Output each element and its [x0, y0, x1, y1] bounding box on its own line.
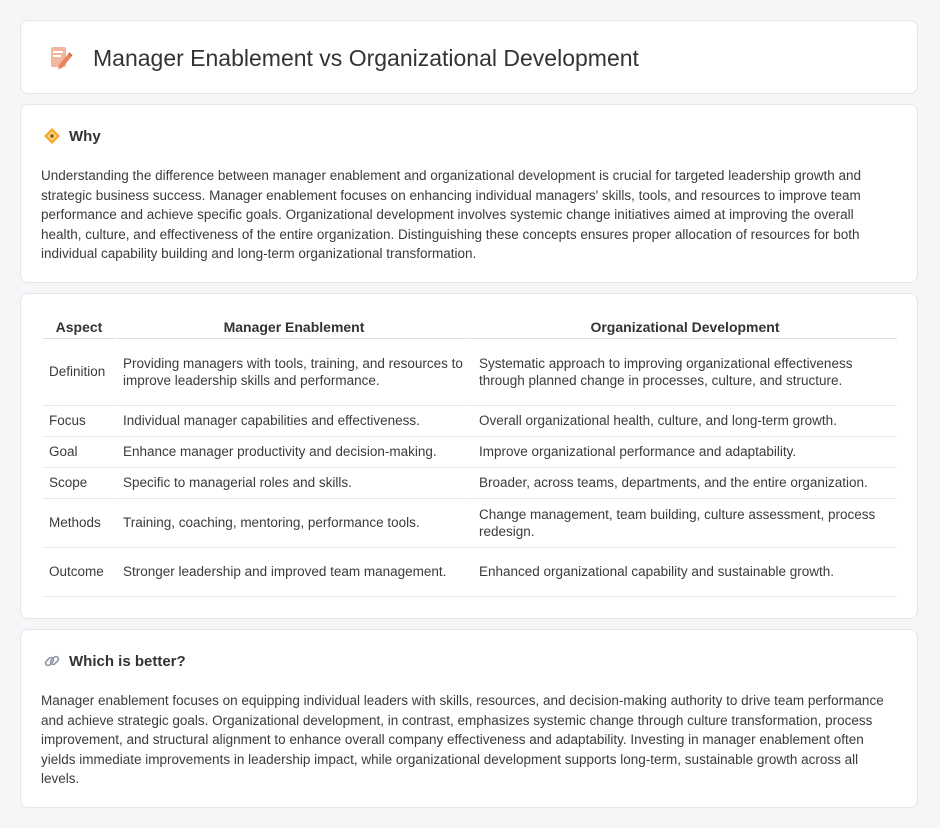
which-is-better-heading: Which is better?	[69, 652, 186, 670]
document-edit-icon	[45, 43, 75, 73]
organizational-development-cell: Overall organizational health, culture, and long-term growth.	[471, 406, 897, 437]
aspect-cell: Scope	[43, 468, 115, 499]
header-aspect: Aspect	[43, 316, 115, 339]
table-row	[43, 406, 897, 437]
organizational-development-cell: Enhanced organizational capability and sustainable growth.	[471, 548, 897, 597]
aspect-cell: Outcome	[43, 548, 115, 597]
organizational-development-cell: Change management, team building, culture assessment, process redesign.	[471, 499, 897, 548]
why-section	[20, 104, 918, 283]
comparison-table	[43, 316, 897, 597]
manager-enablement-cell: Providing managers with tools, training, and resources to improve leadership skills and performance.	[115, 339, 471, 406]
title-card	[20, 20, 918, 94]
aspect-cell: Methods	[43, 499, 115, 548]
manager-enablement-cell: Individual manager capabilities and effectiveness.	[115, 406, 471, 437]
aspect-cell: Definition	[43, 339, 115, 406]
organizational-development-cell: Systematic approach to improving organizational effectiveness through planned change in processes, culture, and structure.	[471, 339, 897, 406]
table-row	[43, 499, 897, 548]
page-title: Manager Enablement vs Organizational Development	[93, 44, 639, 71]
comparison-card	[20, 293, 918, 619]
organizational-development-cell: Broader, across teams, departments, and the entire organization.	[471, 468, 897, 499]
aspect-cell: Focus	[43, 406, 115, 437]
which-is-better-section	[20, 629, 918, 808]
manager-enablement-cell: Stronger leadership and improved team management.	[115, 548, 471, 597]
table-header-row	[43, 316, 897, 339]
table-row	[43, 437, 897, 468]
organizational-development-cell: Improve organizational performance and adaptability.	[471, 437, 897, 468]
why-heading: Why	[69, 127, 101, 145]
diamond-warning-icon	[43, 127, 61, 145]
link-icon	[43, 652, 61, 670]
header-manager-enablement: Manager Enablement	[115, 316, 471, 339]
which-is-better-text: Manager enablement focuses on equipping individual leaders with skills, resources, and decision-making authority to drive team performance and achieve strategic goals. Organizational development, in contrast, emphasizes systemic change through culture transformation, process improvement, and structural alignment to enhance overall company effectiveness and adaptability. Investing in manager enablement often yields immediate improvements in leadership impact, while organizational development supports long-term, sustainable growth across all levels.	[41, 693, 884, 787]
manager-enablement-cell: Enhance manager productivity and decision-making.	[115, 437, 471, 468]
table-row	[43, 548, 897, 597]
why-text: Understanding the difference between manager enablement and organizational development is crucial for targeted leadership growth and strategic business success. Manager enablement focuses on enhancing individual managers' skills, tools, and resources to improve team performance and achieve specific goals. Organizational development involves systemic change initiatives aimed at improving the overall health, culture, and effectiveness of the entire organization. Distinguishing these concepts ensures proper allocation of resources for both individual capability building and long-term organizational transformation.	[41, 168, 862, 262]
manager-enablement-cell: Training, coaching, mentoring, performance tools.	[115, 499, 471, 548]
table-row	[43, 468, 897, 499]
manager-enablement-cell: Specific to managerial roles and skills.	[115, 468, 471, 499]
aspect-cell: Goal	[43, 437, 115, 468]
table-row	[43, 339, 897, 406]
header-organizational-development: Organizational Development	[471, 316, 897, 339]
